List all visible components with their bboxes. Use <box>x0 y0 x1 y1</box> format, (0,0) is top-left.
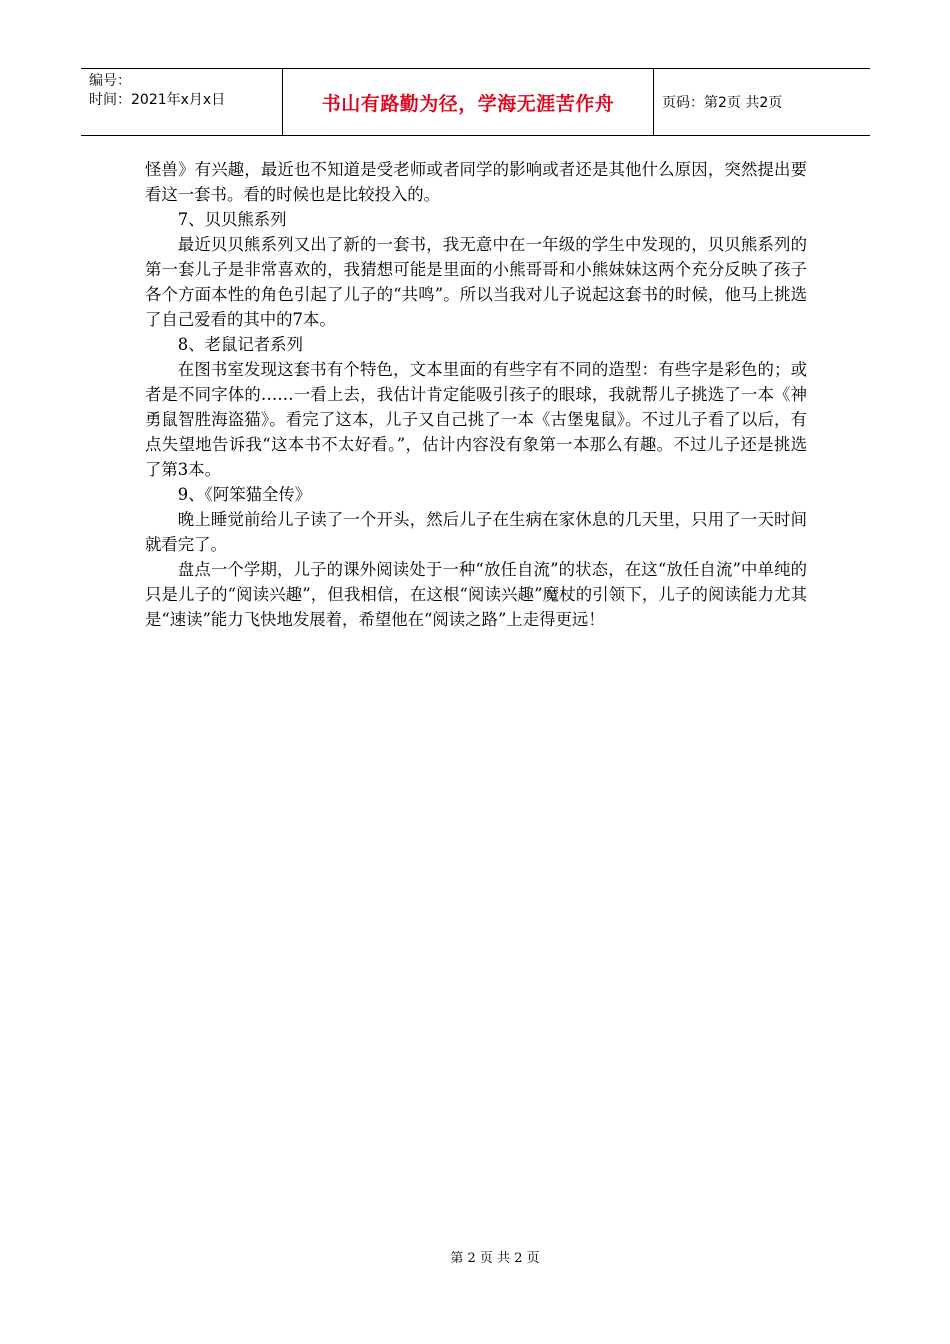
paragraph-conclusion: 盘点一个学期，儿子的课外阅读处于一种“放任自流”的状态，在这“放任自流”中单纯的只是儿子的“阅读兴趣”，但我相信，在这根“阅读兴趣”魔杖的引领下，儿子的阅读能力尤其是“速读”能力飞快地发展着，希望他在“阅读之路”上走得更远！ <box>145 560 807 629</box>
header-meta <box>81 69 283 135</box>
paragraph-continued: 怪兽》有兴趣，最近也不知道是受老师或者同学的影响或者还是其他什么原因，突然提出要看这一套书。看的时候也是比较投入的。 <box>145 160 807 204</box>
paragraph: 最近贝贝熊系列又出了新的一套书，我无意中在一年级的学生中发现的，贝贝熊系列的第一套儿子是非常喜欢的，我猜想可能是里面的小熊哥哥和小熊妹妹这两个充分反映了孩子各个方面本性的角色引起了儿子的“共鸣”。所以当我对儿子说起这套书的时候，他马上挑选了自己爱看的其中的7本。 <box>145 235 807 329</box>
section-heading-9: 9、《阿笨猫全传》 <box>177 485 312 504</box>
paragraph: 晚上睡觉前给儿子读了一个开头，然后儿子在生病在家休息的几天里，只用了一天时间就看完了。 <box>145 510 807 554</box>
page-header <box>81 68 870 136</box>
header-motto: 书山有路勤为径，学海无涯苦作舟 <box>283 69 654 135</box>
page-footer: 第 2 页 共 2 页 <box>450 1251 540 1266</box>
paragraph: 在图书室发现这套书有个特色，文本里面的有些字有不同的造型：有些字是彩色的；或者是不同字体的……一看上去，我估计肯定能吸引孩子的眼球，我就帮儿子挑选了一本《神勇鼠智胜海盗猫》。看完了这本，儿子又自己挑了一本《古堡鬼鼠》。不过儿子看了以后，有点失望地告诉我“这本书不太好看。”，估计内容没有象第一本那么有趣。不过儿子还是挑选了第3本。 <box>145 360 807 479</box>
header-page-info: 页码：第2页 共2页 <box>662 95 783 111</box>
document-body <box>145 157 807 632</box>
section-heading-8: 8、老鼠记者系列 <box>177 335 303 354</box>
time-label: 时间：2021年x月x日 <box>89 92 226 108</box>
number-label: 编号： <box>89 73 131 89</box>
section-heading-7: 7、贝贝熊系列 <box>177 210 287 229</box>
